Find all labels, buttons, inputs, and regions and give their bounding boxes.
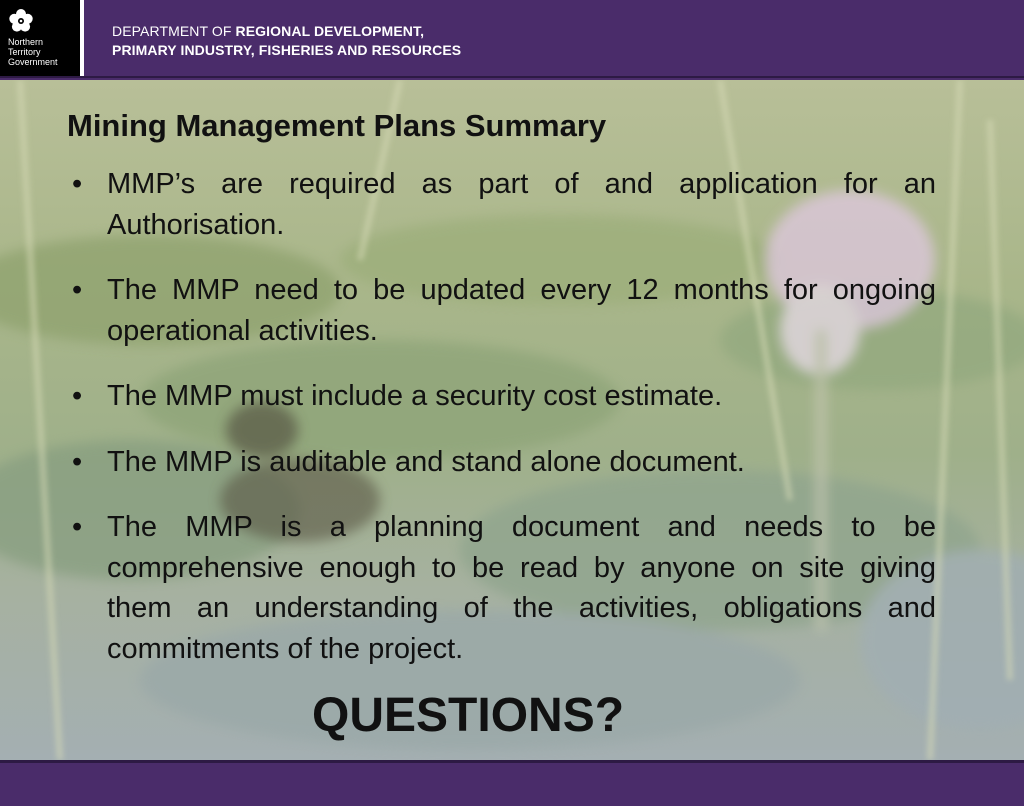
bullet-item: • The MMP is auditable and stand alone document. (70, 442, 936, 483)
department-name (112, 22, 461, 60)
slide-content (0, 80, 1024, 760)
bullet-item: • The MMP need to be updated every 12 months for ongoing operational activities. (70, 270, 936, 351)
logo-line-3: Government (8, 57, 58, 67)
header-bar (0, 0, 1024, 78)
department-line-2 (112, 41, 461, 60)
footer-bar (0, 760, 1024, 806)
bullet-item: • The MMP must include a security cost estimate. (70, 376, 936, 417)
bullet-item: • The MMP is a planning document and needs to be comprehensive enough to be read by anyone on site giving them an understanding of the activities, obligations and commitments of the project. (70, 507, 936, 669)
bullet-list (70, 164, 936, 694)
slide-title: Mining Management Plans Summary (67, 108, 607, 143)
department-line-1 (112, 22, 461, 41)
logo-text (8, 37, 58, 67)
logo-line-1: Northern (8, 37, 44, 47)
nt-government-logo (0, 0, 84, 76)
department-prefix: DEPARTMENT OF (112, 23, 236, 39)
department-title-1: REGIONAL DEVELOPMENT, (235, 23, 425, 39)
department-title-2: PRIMARY INDUSTRY, FISHERIES AND RESOURCES (112, 42, 462, 58)
questions-heading: QUESTIONS? (312, 689, 625, 742)
bullet-item: • MMP’s are required as part of and application for an Authorisation. (70, 164, 936, 245)
sturt-desert-rose-icon (8, 8, 34, 34)
logo-line-2: Territory (8, 47, 41, 57)
